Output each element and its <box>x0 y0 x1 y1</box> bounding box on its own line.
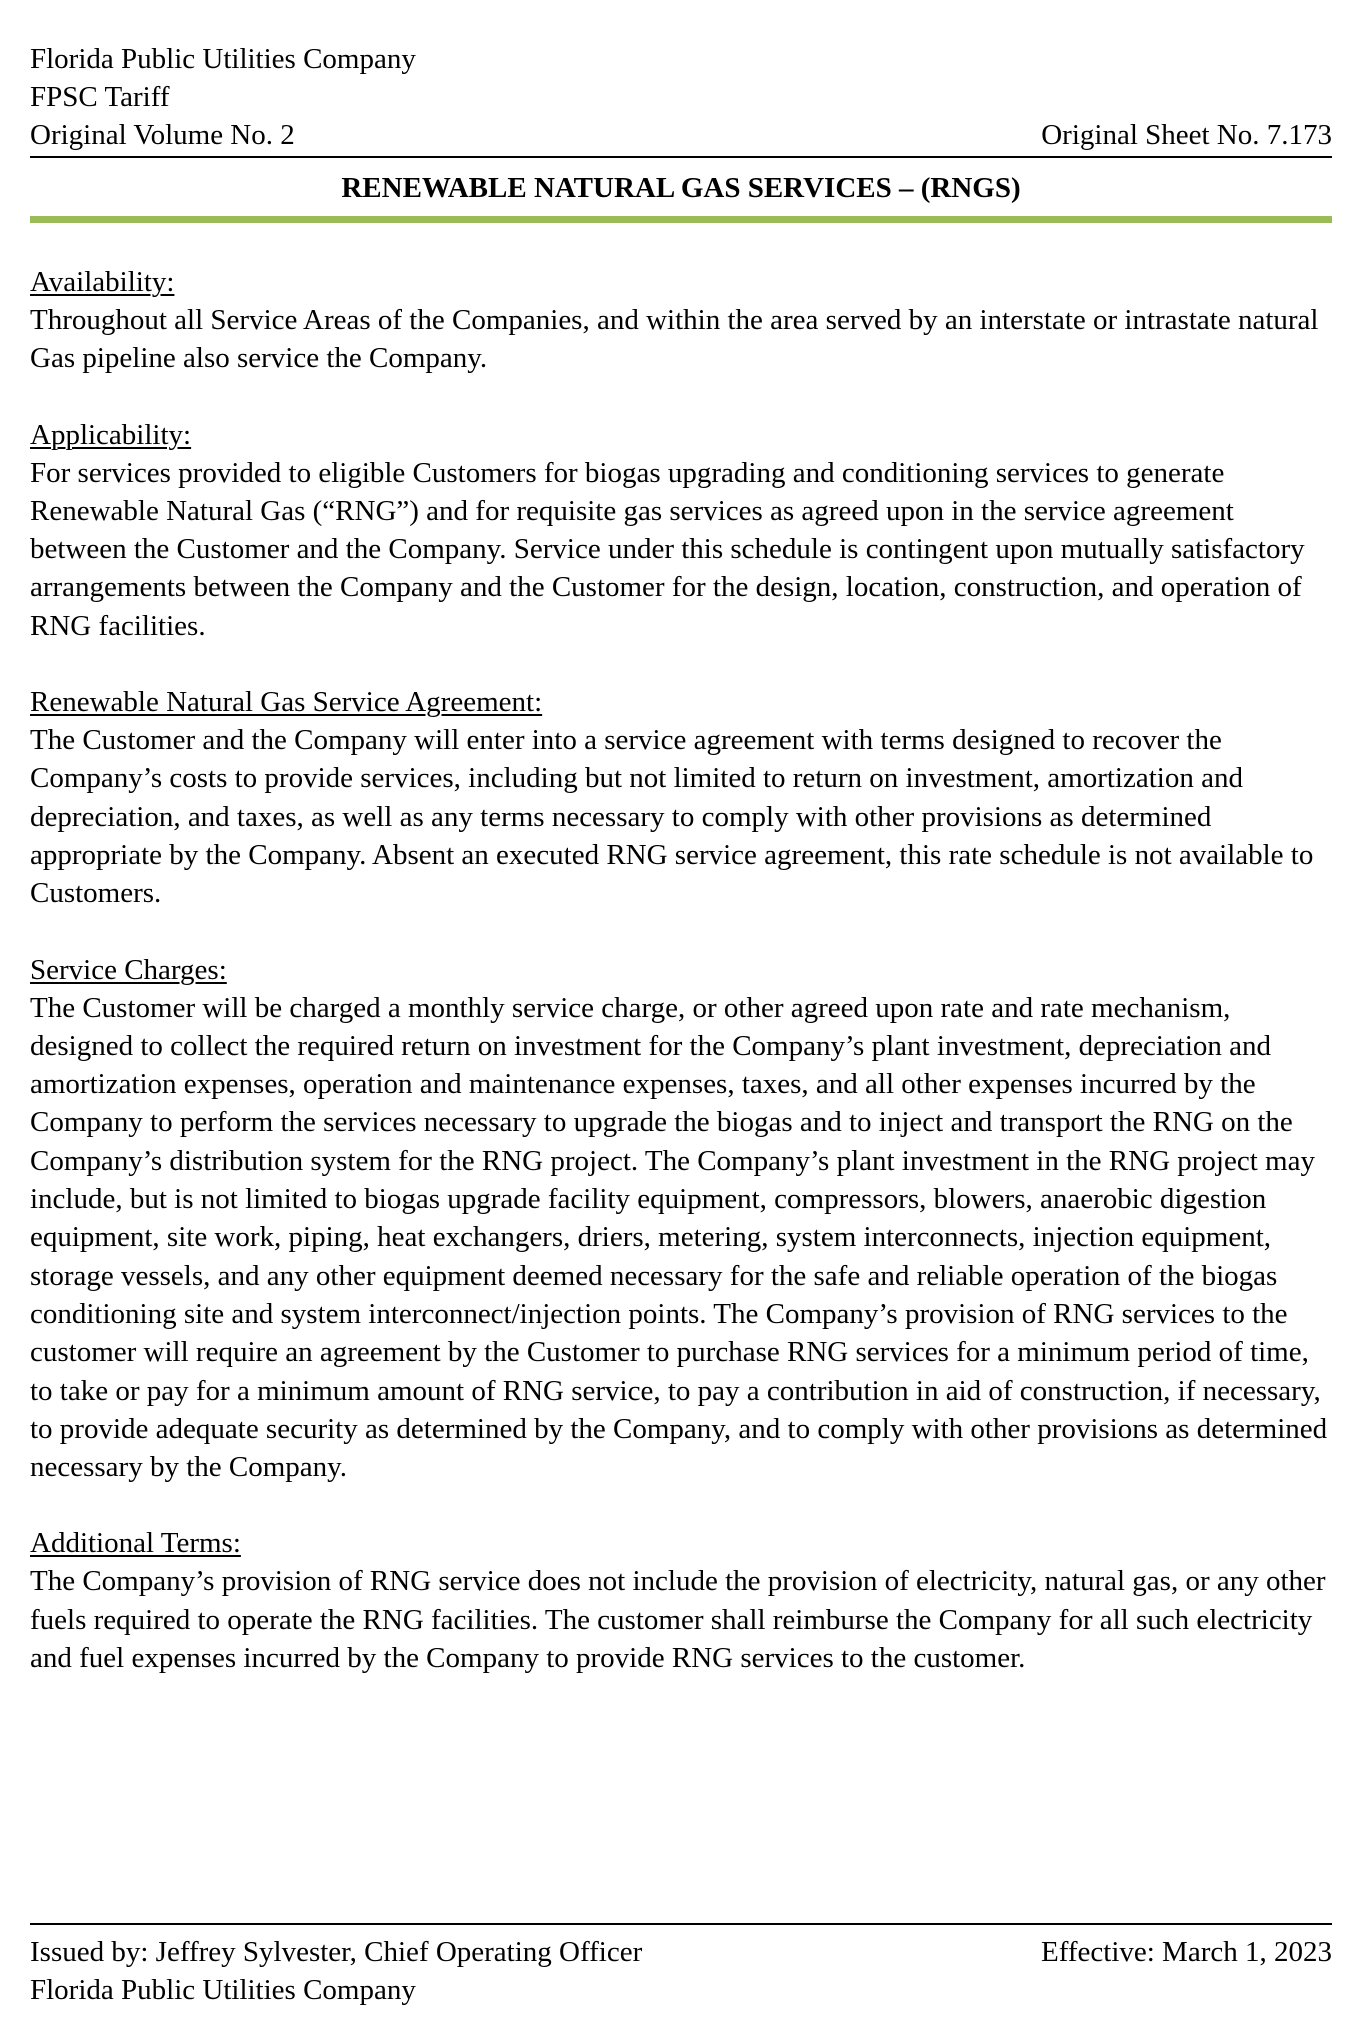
footer-effective-date: Effective: March 1, 2023 <box>1041 1936 1332 1968</box>
footer-issued-row <box>30 1933 1332 1971</box>
document-footer <box>30 1923 1332 2009</box>
section-service-agreement <box>30 683 1332 912</box>
section-text: For services provided to eligible Customers for biogas upgrading and conditioning services to generate Renewable Natural Gas (“RNG”) and for requisite gas services as agreed upon in the service agreement between the Customer and the Company. Service under this schedule is contingent upon mutually satisfactory arrangements between the Company and the Customer for the design, location, construction, and operation of RNG facilities. <box>30 456 1305 642</box>
section-heading: Additional Terms: <box>30 1527 241 1560</box>
header-volume: Original Volume No. 2 <box>30 119 295 151</box>
section-heading: Service Charges: <box>30 953 227 986</box>
section-text: The Company’s provision of RNG service does not include the provision of electricity, natural gas, or any other fuels required to operate the RNG facilities. The customer shall reimburse the Company for all such electricity and fuel expenses incurred by the Company to provide RNG services to the customer. <box>30 1565 1326 1675</box>
title-divider <box>30 216 1332 223</box>
section-text: The Customer will be charged a monthly service charge, or other agreed upon rate and rate mechanism, designed to collect the required return on investment for the Company’s plant investment, depreciation and amortization expenses, operation and maintenance expenses, taxes, and all other expenses incurred by the Company to perform the services necessary to upgrade the biogas and to inject and transport the RNG on the Company’s distribution system for the RNG project. The Company’s plant investment in the RNG project may include, but is not limited to biogas upgrade facility equipment, compressors, blowers, anaerobic digestion equipment, site work, piping, heat exchangers, driers, metering, system interconnects, injection equipment, storage vessels, and any other equipment deemed necessary for the safe and reliable operation of the biogas conditioning site and system interconnect/injection points. The Company’s provision of RNG services to the customer will require an agreement by the Customer to purchase RNG services for a minimum period of time, to take or pay for a minimum amount of RNG service, to pay a contribution in aid of construction, if necessary, to provide adequate security as determined by the Company, and to comply with other provisions as determined necessary by the Company. <box>30 991 1328 1484</box>
tariff-sheet <box>30 40 1332 2006</box>
section-text: The Customer and the Company will enter into a service agreement with terms designed to recover the Company’s costs to provide services, including but not limited to return on investment, amortization and depreciation, and taxes, as well as any terms necessary to comply with other provisions as determined appropriate by the Company. Absent an executed RNG service agreement, this rate schedule is not available to Customers. <box>30 724 1314 910</box>
section-additional-terms <box>30 1524 1332 1677</box>
section-heading: Applicability: <box>30 418 192 451</box>
section-text: Throughout all Service Areas of the Companies, and within the area served by an interstate or intrastate natural Gas pipeline also service the Company. <box>30 304 1319 375</box>
header-volume-row <box>30 116 1332 158</box>
document-title: RENEWABLE NATURAL GAS SERVICES – (RNGS) <box>341 172 1021 204</box>
header-tariff: FPSC Tariff <box>30 81 170 113</box>
document-body <box>30 263 1332 1677</box>
footer-company: Florida Public Utilities Company <box>30 1974 416 2006</box>
footer-issued-by: Issued by: Jeffrey Sylvester, Chief Operating Officer <box>30 1936 643 1968</box>
header-company: Florida Public Utilities Company <box>30 43 416 75</box>
header-sheet-number: Original Sheet No. 7.173 <box>1041 119 1332 151</box>
footer-company-row <box>30 1971 1332 2009</box>
section-applicability <box>30 416 1332 645</box>
section-heading: Availability: <box>30 266 175 298</box>
section-heading: Renewable Natural Gas Service Agreement: <box>30 686 543 719</box>
document-header <box>30 40 1332 223</box>
section-availability <box>30 263 1332 378</box>
section-service-charges <box>30 951 1332 1487</box>
